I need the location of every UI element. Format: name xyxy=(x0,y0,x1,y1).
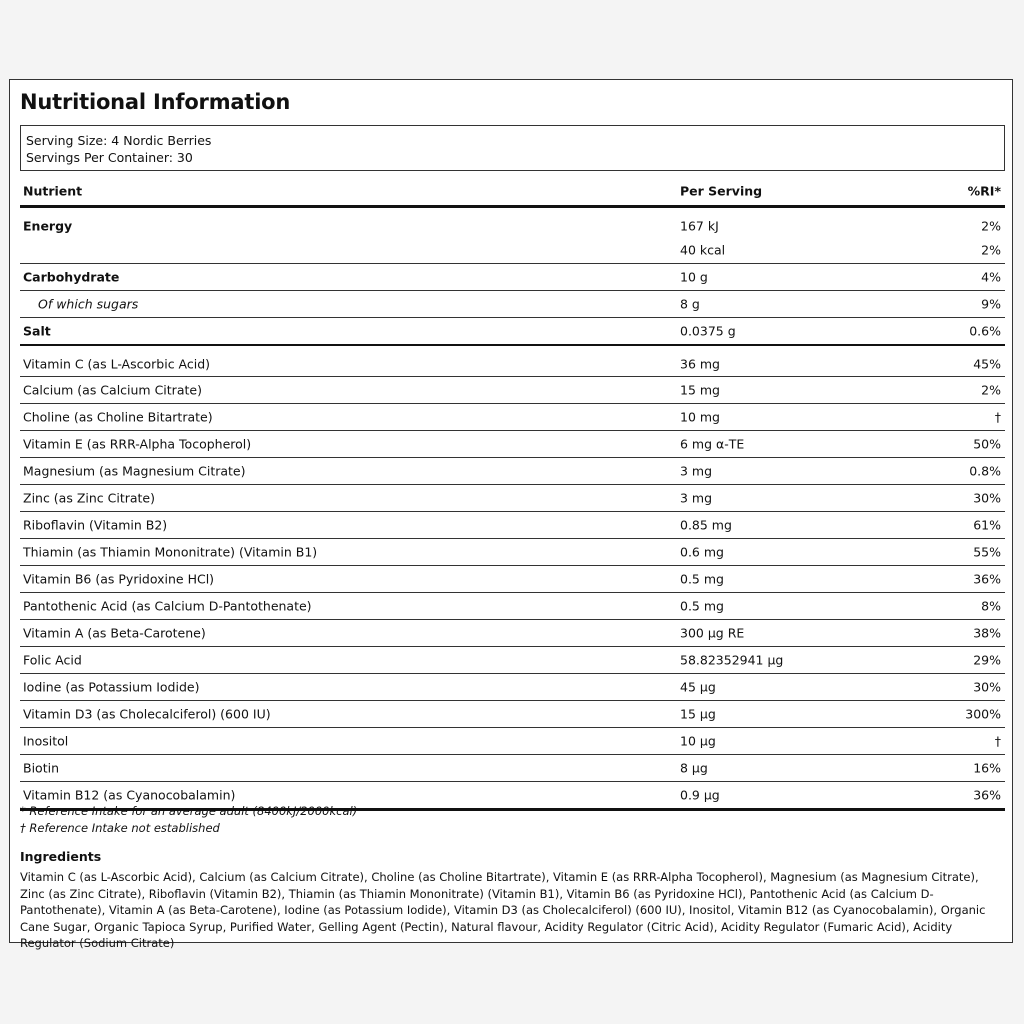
table-row xyxy=(20,566,1005,593)
table-row xyxy=(20,318,1005,346)
footnotes xyxy=(20,803,357,837)
table-row xyxy=(20,674,1005,701)
nutrient-name: Choline (as Choline Bitartrate) xyxy=(23,409,213,425)
nutrient-amount: 15 µg xyxy=(680,706,716,722)
nutrient-ri: 29% xyxy=(973,652,1001,668)
serving-info-box xyxy=(20,125,1005,171)
table-row xyxy=(20,208,1005,237)
nutrient-amount: 58.82352941 µg xyxy=(680,652,784,668)
table-row xyxy=(20,458,1005,485)
nutrient-amount: 0.9 µg xyxy=(680,787,720,803)
table-row xyxy=(20,291,1005,318)
nutrient-amount: 3 mg xyxy=(680,490,713,506)
nutrient-amount: 36 mg xyxy=(680,356,720,372)
nutrient-amount: 40 kcal xyxy=(680,242,726,258)
nutrient-ri: 2% xyxy=(981,382,1001,398)
nutrient-ri: 9% xyxy=(981,296,1001,312)
table-row xyxy=(20,431,1005,458)
nutrient-ri: 2% xyxy=(981,218,1001,234)
nutrient-name: Vitamin B6 (as Pyridoxine HCl) xyxy=(23,571,215,587)
nutrient-name: Magnesium (as Magnesium Citrate) xyxy=(23,463,246,479)
table-row xyxy=(20,647,1005,674)
nutrient-ri: 55% xyxy=(973,544,1001,560)
nutrient-name: Pantothenic Acid (as Calcium D-Pantothenate) xyxy=(23,598,312,614)
nutrient-name: Biotin xyxy=(23,760,59,776)
nutrient-ri: 0.6% xyxy=(969,323,1001,339)
nutrient-ri: 8% xyxy=(981,598,1001,614)
nutrient-ri: 45% xyxy=(973,356,1001,372)
nutrient-ri: † xyxy=(994,733,1001,749)
nutrient-amount: 0.85 mg xyxy=(680,517,732,533)
table-row xyxy=(20,620,1005,647)
table-row xyxy=(20,485,1005,512)
nutrient-name: Riboflavin (Vitamin B2) xyxy=(23,517,168,533)
nutrient-amount: 10 µg xyxy=(680,733,716,749)
footnote-not-established: † Reference Intake not established xyxy=(20,821,220,835)
table-row xyxy=(20,237,1005,264)
nutrient-name: Vitamin D3 (as Cholecalciferol) (600 IU) xyxy=(23,706,271,722)
nutrient-amount: 10 g xyxy=(680,269,708,285)
nutrient-name: Of which sugars xyxy=(38,296,139,312)
nutrient-amount: 3 mg xyxy=(680,463,713,479)
nutrient-amount: 8 g xyxy=(680,296,700,312)
nutrient-ri: 50% xyxy=(973,436,1001,452)
nutrient-amount: 6 mg α-TE xyxy=(680,436,745,452)
table-row xyxy=(20,755,1005,782)
nutrient-ri: 30% xyxy=(973,679,1001,695)
nutrient-name: Vitamin B12 (as Cyanocobalamin) xyxy=(23,787,236,803)
table-header xyxy=(20,177,1005,208)
nutrient-name: Iodine (as Potassium Iodide) xyxy=(23,679,200,695)
nutrient-name: Salt xyxy=(23,323,51,339)
footnote-ri: * Reference Intake for an average adult (8400kJ/2000kcal) xyxy=(20,804,358,818)
nutrient-name: Vitamin A (as Beta-Carotene) xyxy=(23,625,206,641)
table-row xyxy=(20,377,1005,404)
nutrient-amount: 0.5 mg xyxy=(680,571,724,587)
page-title: Nutritional Information xyxy=(20,90,291,114)
nutrient-ri: 61% xyxy=(973,517,1001,533)
nutrient-amount: 300 µg RE xyxy=(680,625,745,641)
nutrient-name: Zinc (as Zinc Citrate) xyxy=(23,490,156,506)
nutrient-name: Calcium (as Calcium Citrate) xyxy=(23,382,202,398)
nutrient-ri: 36% xyxy=(973,787,1001,803)
nutrient-name: Thiamin (as Thiamin Mononitrate) (Vitamin B1) xyxy=(23,544,318,560)
nutrient-amount: 8 µg xyxy=(680,760,708,776)
table-row xyxy=(20,404,1005,431)
table-row xyxy=(20,264,1005,291)
header-nutrient: Nutrient xyxy=(23,183,83,199)
table-row xyxy=(20,593,1005,620)
table-row xyxy=(20,512,1005,539)
serving-size: Serving Size: 4 Nordic Berries xyxy=(26,133,212,148)
nutrient-ri: 30% xyxy=(973,490,1001,506)
nutrient-name: Inositol xyxy=(23,733,69,749)
nutrient-name: Vitamin E (as RRR-Alpha Tocopherol) xyxy=(23,436,252,452)
table-row xyxy=(20,728,1005,755)
nutrient-ri: 0.8% xyxy=(969,463,1001,479)
nutrient-amount: 15 mg xyxy=(680,382,720,398)
nutrient-ri: 300% xyxy=(965,706,1001,722)
nutrient-name: Vitamin C (as L-Ascorbic Acid) xyxy=(23,356,211,372)
nutrient-ri: 38% xyxy=(973,625,1001,641)
header-ri: %RI* xyxy=(967,183,1001,199)
ingredients-title: Ingredients xyxy=(20,849,102,864)
table-row xyxy=(20,701,1005,728)
nutrient-amount: 0.5 mg xyxy=(680,598,724,614)
nutrient-ri: 36% xyxy=(973,571,1001,587)
nutrient-ri: 4% xyxy=(981,269,1001,285)
nutrient-amount: 0.6 mg xyxy=(680,544,724,560)
nutrient-ri: 2% xyxy=(981,242,1001,258)
servings-per-container: Servings Per Container: 30 xyxy=(26,150,193,165)
nutrition-table xyxy=(20,177,1005,811)
nutrient-name: Energy xyxy=(23,218,73,234)
ingredients-text: Vitamin C (as L-Ascorbic Acid), Calcium (as Calcium Citrate), Choline (as Choline Bitartrate), Vitamin E (as RRR-Alpha Tocopherol), Magnesium (as Magnesium Citrate), Zinc (as Zinc Citrate), Riboflavin (Vitamin B2), Thiamin (as Thiamin Mononitrate) (Vitamin B1), Vitamin B6 (as Pyridoxine HCl), Pantothenic Acid (as Calcium D-Pantothenate), Vitamin A (as Beta-Carotene), Iodine (as Potassium Iodide), Vitamin D3 (as Cholecalciferol) (600 IU), Inositol, Vitamin B12 (as Cyanocobalamin), Organic Cane Sugar, Organic Tapioca Syrup, Purified Water, Gelling Agent (Pectin), Natural flavour, Acidity Regulator (Citric Acid), Acidity Regulator (Fumaric Acid), Acidity Regulator (Sodium Citrate) xyxy=(20,870,986,950)
table-row xyxy=(20,539,1005,566)
nutrition-panel xyxy=(9,79,1013,950)
nutrient-amount: 0.0375 g xyxy=(680,323,736,339)
nutrient-ri: 16% xyxy=(973,760,1001,776)
nutrient-amount: 45 µg xyxy=(680,679,716,695)
nutrient-ri: † xyxy=(994,409,1001,425)
nutrient-amount: 167 kJ xyxy=(680,218,719,234)
table-row xyxy=(20,346,1005,377)
nutrient-name: Folic Acid xyxy=(23,652,82,668)
header-per-serving: Per Serving xyxy=(680,183,763,199)
nutrient-name: Carbohydrate xyxy=(23,269,120,285)
nutrient-amount: 10 mg xyxy=(680,409,720,425)
